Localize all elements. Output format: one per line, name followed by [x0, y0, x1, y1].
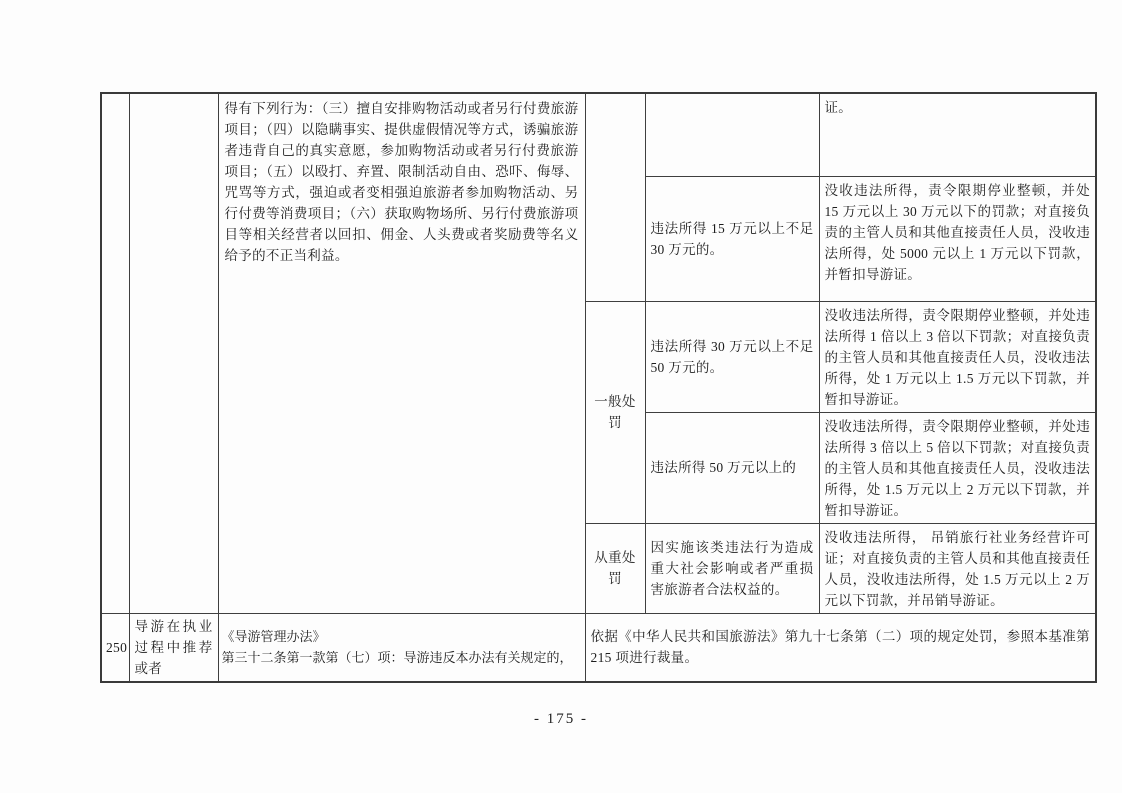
penalty-category-general: 一般处罚 [585, 301, 645, 523]
penalty-tier-2: 没收违法所得，责令限期停业整顿，并处违法所得 1 倍以上 3 倍以下罚款；对直接负责的主管人员和其他直接责任人员，没收违法所得，处 1 万元以上 1.5 万元以下罚款，并暂扣导游证。 [819, 301, 1096, 412]
penalty-tier-4: 没收违法所得， 吊销旅行社业务经营许可证；对直接负责的主管人员和其他直接责任人员，没收违法所得，处 1.5 万元以上 2 万元以下罚款，并吊销导游证。 [819, 523, 1096, 613]
condition-tier-2: 违法所得 30 万元以上不足 50 万元的。 [645, 301, 819, 412]
legal-basis-text: 第三十二条第一款第（七）项：导游违反本办法有关规定的， [221, 650, 573, 665]
violation-continued-text [218, 93, 585, 613]
condition-tier-1: 违法所得 15 万元以上不足 30 万元的。 [645, 176, 819, 301]
penalty-category-cell-empty [585, 93, 645, 301]
penalty-carryover-cell: 证。 [819, 93, 1096, 176]
condition-cell-empty [645, 93, 819, 176]
condition-tier-4: 因实施该类违法行为造成重大社会影响或者严重损害旅游者合法权益的。 [645, 523, 819, 613]
legal-basis-title: 《导游管理办法》 [221, 629, 326, 644]
page-number: - 175 - [534, 711, 588, 727]
item-number: 250 [101, 613, 129, 682]
condition-tier-3: 违法所得 50 万元以上的 [645, 412, 819, 523]
item-250-legal-basis [218, 613, 585, 682]
penalty-tier-1: 没收违法所得，责令限期停业整顿，并处 15 万元以上 30 万元以下的罚款；对直接负责的主管人员和其他直接责任人员，没收违法所得，处 5000 元以上 1 万元以下罚款，并暂扣导游证。 [819, 176, 1096, 301]
item-250-violation: 导游在执业过程中推荐或者 [129, 613, 218, 682]
violation-continued-paragraph: 得有下列行为：（三）擅自安排购物活动或者另行付费旅游项目；（四）以隐瞒事实、提供虚假情况等方式，诱骗旅游者违背自己的真实意愿，参加购物活动或者另行付费旅游项目；（五）以殴打、弃置、限制活动自由、恐吓、侮辱、咒骂等方式，强迫或者变相强迫旅游者参加购物活动、另行付费等消费项目；（六）获取购物场所、另行付费旅游项目等相关经营者以回扣、佣金、人头费或者奖励费等名义给予的不正当利益。 [224, 101, 579, 263]
penalty-tier-3: 没收违法所得，责令限期停业整顿，并处违法所得 3 倍以上 5 倍以下罚款；对直接负责的主管人员和其他直接责任人员，没收违法所得，处 1.5 万元以上 2 万元以下罚款，并暂扣导游证。 [819, 412, 1096, 523]
item-number-cell-empty [101, 93, 129, 613]
penalty-category-aggravated: 从重处罚 [585, 523, 645, 613]
violation-summary-cell-empty [129, 93, 218, 613]
penalty-standards-table [100, 92, 1097, 683]
item-250-discretion: 依据《中华人民共和国旅游法》第九十七条第（二）项的规定处罚，参照本基准第 215 项进行裁量。 [585, 613, 1096, 682]
